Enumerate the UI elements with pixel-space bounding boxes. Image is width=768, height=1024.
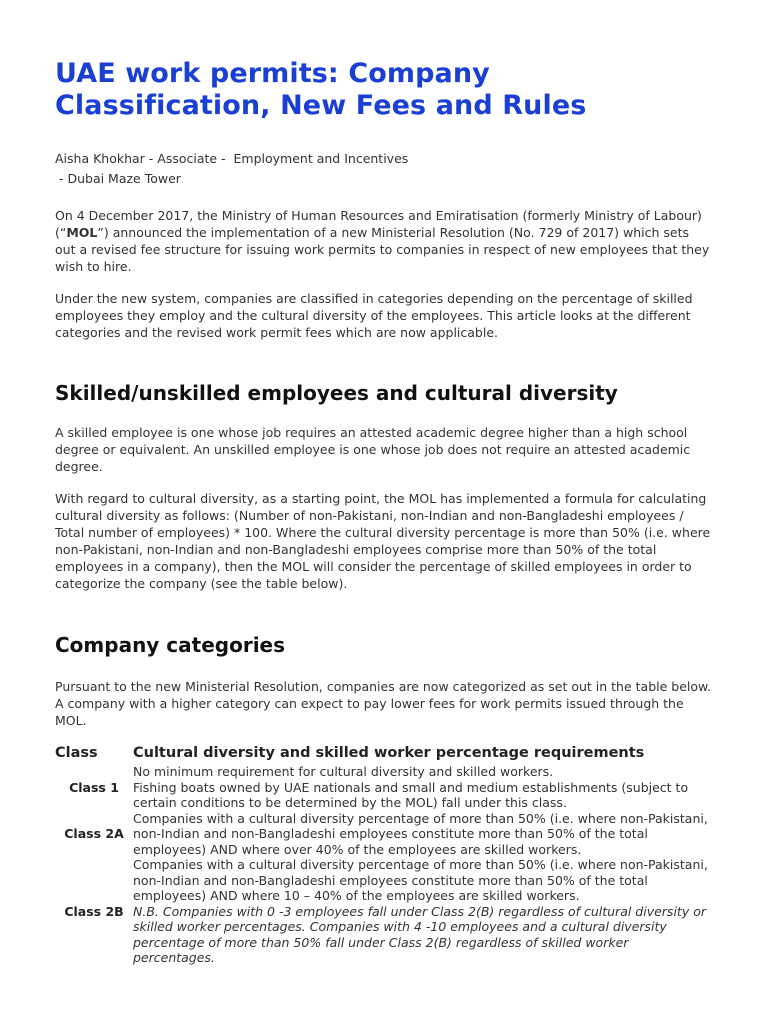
requirements-cell: [133, 811, 713, 858]
company-classes-table: [55, 743, 713, 966]
requirement-text: Companies with a cultural diversity percentage of more than 50% (i.e. where non-Pakistani, non-Indian and non-Bangladeshi employees constitute more than 50% of the total employees) AND where 10 – 40% of the employees are skilled workers.: [133, 857, 708, 903]
mol-abbreviation: MOL: [66, 225, 98, 240]
skilled-definition-paragraph: A skilled employee is one whose job requires an attested academic degree higher than a high school degree or equivalent. An unskilled employee is one whose job does not require an attested academic degree.: [55, 425, 691, 474]
class-label: Class 2A: [64, 826, 124, 841]
requirement-text: Fishing boats owned by UAE nationals and small and medium establishments (subject to certain conditions to be determined by the MOL) fall under this class.: [133, 779, 689, 810]
author-office-line: - Dubai Maze Tower: [55, 171, 181, 186]
section-heading-skilled: Skilled/unskilled employees and cultural diversity: [55, 381, 618, 405]
table-row: [55, 857, 713, 966]
requirement-text: No minimum requirement for cultural diversity and skilled workers.: [133, 764, 554, 779]
table-row: [55, 764, 713, 811]
requirement-note: N.B. Companies with 0 -3 employees fall under Class 2(B) regardless of cultural diversity or skilled worker percentages. Companies with 4 -10 employees and a cultural diversity percentage of more than 50% fall under Class 2(B) regardless of skilled worker percentages.: [133, 903, 706, 965]
intro-text-start: On 4 December 2017, the Ministry of Human Resources and Emiratisation (formerly Ministry of Labour) (“: [55, 208, 702, 240]
article-title: UAE work permits: Company Classification, New Fees and Rules: [55, 58, 587, 121]
requirement-text: Companies with a cultural diversity percentage of more than 50% (i.e. where non-Pakistani, non-Indian and non-Bangladeshi employees constitute more than 50% of the total employees) AND where over 40% of the employees are skilled workers.: [133, 810, 708, 857]
categories-intro-paragraph: Pursuant to the new Ministerial Resolution, companies are now categorized as set out in the table below. A company with a higher category can expect to pay lower fees for work permits issued through the MOL.: [55, 679, 712, 728]
intro-text-end: ”) announced the implementation of a new Ministerial Resolution (No. 729 of 2017) which sets out a revised fee structure for issuing work permits to companies in respect of new employees that they wish to hire.: [55, 225, 710, 274]
requirements-cell: [133, 857, 713, 966]
header-requirements: Cultural diversity and skilled worker percentage requirements: [133, 745, 645, 761]
author-info: [55, 149, 713, 189]
cultural-diversity-paragraph: With regard to cultural diversity, as a starting point, the MOL has implemented a formula for calculating cultural diversity as follows: (Number of non-Pakistani, non-Indian and non-Bangladeshi employees / Total number of employees) * 100. Where the cultural diversity percentage is more than 50% (i.e. where non-Pakistani, non-Indian and non-Bangladeshi employees comprise more than 50% of the total employees in a company), then the MOL will consider the percentage of skilled employees in order to categorize the company (see the table below).: [55, 491, 711, 591]
intro-paragraph-2: Under the new system, companies are classified in categories depending on the percentage of skilled employees they employ and the cultural diversity of the employees. This article looks at the different categories and the revised work permit fees which are now applicable.: [55, 291, 693, 340]
table-header-row: [55, 743, 713, 764]
section-heading-categories: Company categories: [55, 633, 286, 657]
class-label: Class 2B: [64, 903, 124, 919]
class-label: Class 1: [69, 779, 119, 795]
table-row: [55, 811, 713, 858]
header-class: Class: [55, 745, 98, 761]
author-name-line: Aisha Khokhar - Associate - Employment and Incentives: [55, 151, 409, 166]
intro-paragraph-1: [55, 207, 713, 275]
requirements-cell: [133, 764, 713, 811]
